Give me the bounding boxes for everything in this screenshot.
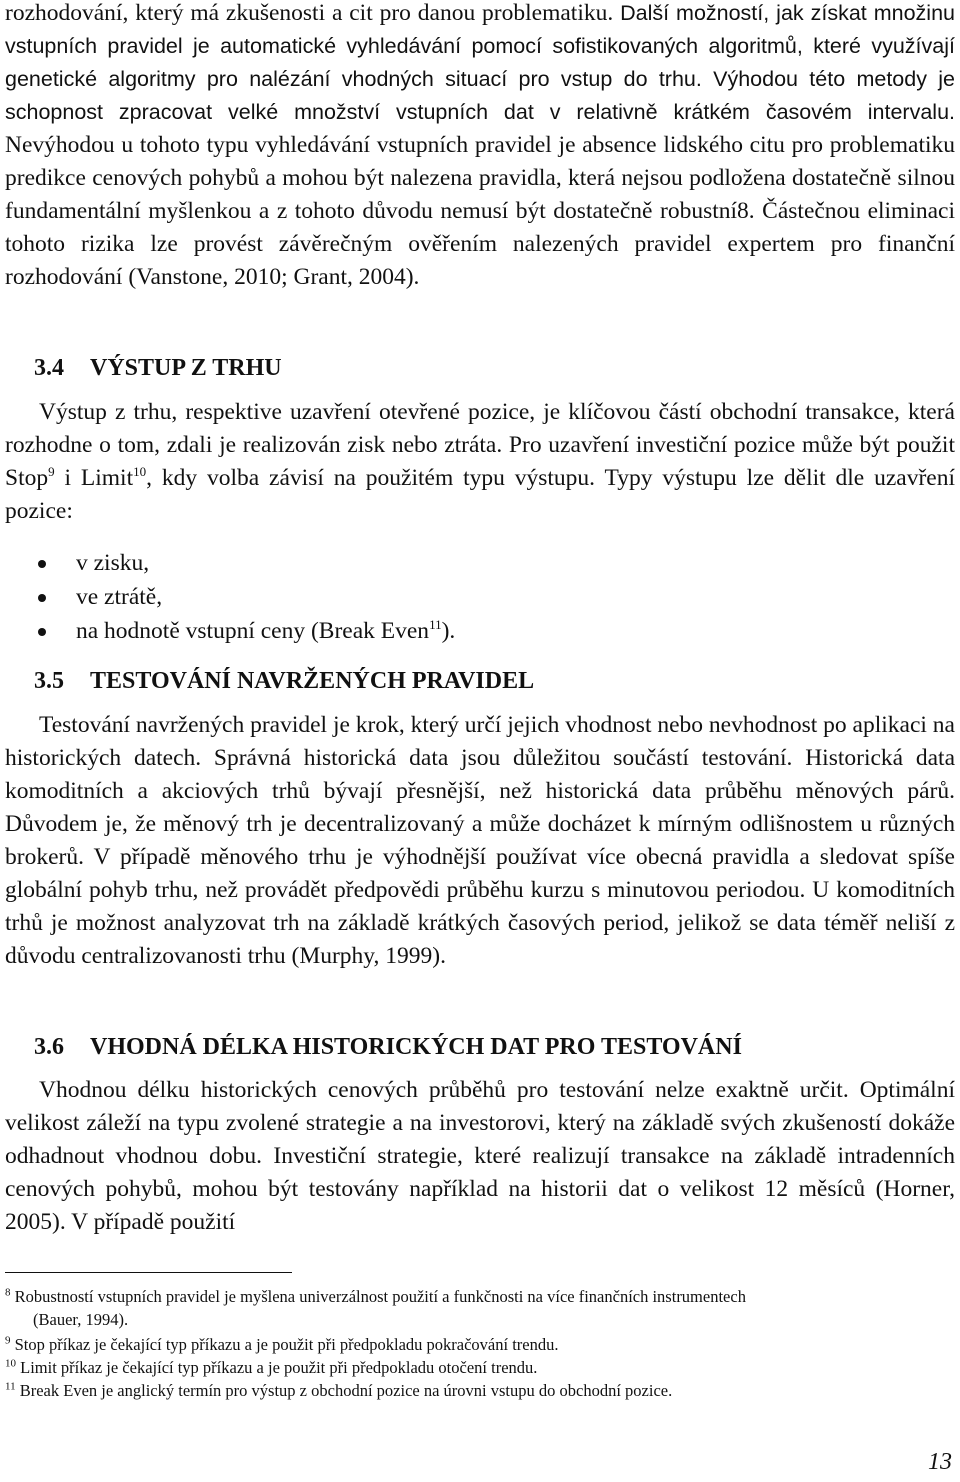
list-item bbox=[38, 546, 455, 580]
text-segment: , kdy volba závisí na použitém typu výstupu. Typy výstupu lze dělit dle uzavření pozice: bbox=[5, 465, 955, 524]
footnote-text: Break Even je anglický termín pro výstup z obchodní pozice na úrovni vstupu do obchodní pozice. bbox=[19, 1381, 673, 1400]
footnote-number: 8 bbox=[5, 1286, 11, 1299]
list-item-text: v zisku, bbox=[76, 550, 150, 576]
footnote-10 bbox=[5, 1356, 955, 1379]
footnote-text: Limit příkaz je čekající typ příkazu a je použit při předpokladu otočení trendu. bbox=[20, 1358, 538, 1377]
footnote-ref-9: 9 bbox=[48, 464, 55, 480]
footnote-number: 11 bbox=[5, 1380, 16, 1393]
footnote-11 bbox=[5, 1379, 955, 1402]
page-number: 13 bbox=[928, 1449, 952, 1475]
bullet-icon bbox=[38, 628, 46, 636]
text-segment: i Limit bbox=[54, 465, 134, 491]
section-heading-3-6 bbox=[34, 1031, 742, 1063]
list-item-text-end: ). bbox=[441, 618, 456, 644]
footnote-ref-10: 10 bbox=[133, 464, 147, 480]
list-item-text: na hodnotě vstupní ceny (Break Even bbox=[76, 618, 430, 644]
section-title: VHODNÁ DÉLKA HISTORICKÝCH DAT PRO TESTOVÁNÍ bbox=[90, 1034, 742, 1060]
list-item bbox=[38, 614, 455, 648]
bullet-icon bbox=[38, 594, 46, 602]
text-sans-segment: Další možností, jak získat množinu vstupních pravidel je automatické vyhledávání pomocí sofistikovaných algoritmů, které využívají genetické algoritmy pro nalézání vhodných situací pro vstup do trhu. Výhodou této metody je schopnost zpracovat velké množství vstupních dat v relativně krátkém časovém intervalu. bbox=[5, 1, 955, 124]
footnote-8 bbox=[5, 1285, 955, 1331]
text-segment: Výstup z trhu, respektive uzavření otevřené pozice, je klíčovou částí obchodní transakce, která rozhodne o tom, zdali je realizován zisk nebo ztráta. Pro uzavření investiční pozice může být použit Stop bbox=[5, 399, 955, 491]
footnote-text: Robustností vstupních pravidel je myšlena univerzálnost použití a funkčnosti na více finančních instrumentech bbox=[14, 1287, 746, 1306]
section-heading-3-4 bbox=[34, 352, 282, 384]
paragraph-data-length: Vhodnou délku historických cenových průběhů pro testování nelze exaktně určit. Optimální velikost záleží na typu zvolené strategie a na investorovi, který na základě svých zkušeností dokáže odhadnout vhodnou dobu. Investiční strategie, které realizují transakce na základě intradenních cenových pohybů, mohou být testovány například na historii dat o velikost 12 měsíců (Horner, 2005). V případě použití bbox=[5, 1077, 955, 1235]
footnote-9 bbox=[5, 1333, 955, 1356]
paragraph-market-exit bbox=[5, 396, 955, 528]
footnote-ref-11: 11 bbox=[429, 617, 442, 633]
text-serif-tail: Nevýhodou u tohoto typu vyhledávání vstupních pravidel je absence lidského citu pro problematiku predikce cenových pohybů a mohou být nalezena pravidla, která nejsou podložena dostatečně silnou fundamentální myšlenkou a z tohoto důvodu nemusí být dostatečně robustní bbox=[5, 132, 955, 224]
text-serif-start: rozhodování, který má zkušenosti a cit pro danou problematiku. bbox=[5, 0, 614, 26]
footnote-number: 10 bbox=[5, 1357, 16, 1370]
bullet-icon bbox=[38, 560, 46, 568]
paragraph-rule-testing: Testování navržených pravidel je krok, který určí jejich vhodnost nebo nevhodnost po aplikaci na historických datech. Správná historická data jsou důležitou součástí testování. Historická data komoditních a akciových trhů bývají přesnější, než historická data průběhu měnových párů. Důvodem je, že měnový trh je decentralizovaný a může docházet k mírným odlišnostem u různých brokerů. V případě měnového trhu je výhodnější používat více obecná pravidla a sledovat spíše globální pohyb trhu, než provádět předpovědi průběhu kurzu s minutovou periodou. U komoditních trhů je možnost analyzovat trh na základě krátkých časových period, jelikož se data téměř neliší z důvodu centralizovanosti trhu (Murphy, 1999). bbox=[5, 712, 955, 969]
footnote-divider bbox=[5, 1272, 292, 1273]
section-number: 3.5 bbox=[34, 668, 64, 694]
footnote-text: Stop příkaz je čekající typ příkazu a je použit při předpokladu pokračování trendu. bbox=[14, 1335, 559, 1354]
list-item-text: ve ztrátě, bbox=[76, 584, 163, 610]
list-item bbox=[38, 580, 455, 614]
footnote-ref-8: 8 bbox=[737, 198, 749, 224]
footnote-number: 9 bbox=[5, 1334, 11, 1347]
paragraph-entry-rules bbox=[5, 0, 955, 294]
exit-types-list bbox=[38, 546, 455, 648]
section-number: 3.4 bbox=[34, 355, 64, 381]
text-serif-tail2: . Částečnou eliminaci tohoto rizika lze provést závěrečným ověřením nalezených pravidel expertem pro finanční rozhodování (Vanstone, 2010; Grant, 2004). bbox=[5, 198, 956, 290]
section-number: 3.6 bbox=[34, 1034, 64, 1060]
footnote-continuation: (Bauer, 1994). bbox=[33, 1310, 129, 1329]
section-heading-3-5 bbox=[34, 665, 534, 697]
section-title: VÝSTUP Z TRHU bbox=[90, 355, 282, 381]
section-title: TESTOVÁNÍ NAVRŽENÝCH PRAVIDEL bbox=[90, 668, 535, 694]
